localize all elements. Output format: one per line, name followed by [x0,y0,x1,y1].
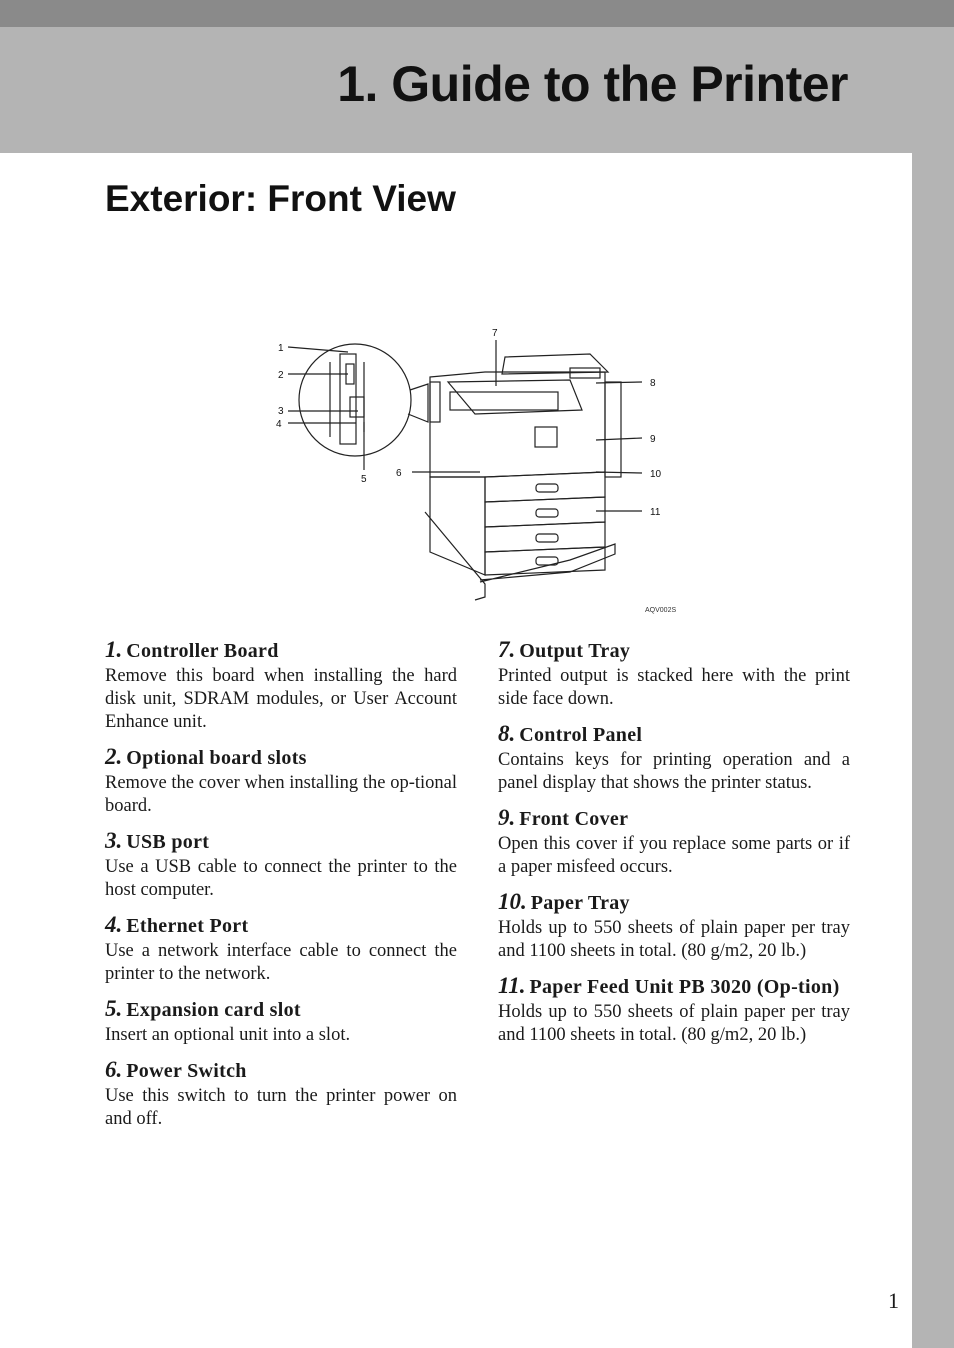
callout-7: 7 [492,328,498,339]
list-item [498,890,850,963]
callout-8: 8 [650,378,656,389]
item-number: 5. [105,996,123,1021]
item-number: 1. [105,637,123,662]
item-number: 9. [498,805,516,830]
callout-4: 4 [276,419,282,430]
item-description: Remove this board when installing the hard disk unit, SDRAM modules, or User Account Enhance unit. [105,666,457,732]
item-description: Holds up to 550 sheets of plain paper per tray and 1100 sheets in total. (80 g/m2, 20 lb.) [498,1002,850,1045]
item-number: 3. [105,828,123,853]
item-label: Power Switch [126,1060,247,1082]
item-description: Holds up to 550 sheets of plain paper per tray and 1100 sheets in total. (80 g/m2, 20 lb.) [498,918,850,961]
item-list-right [498,638,850,1058]
item-description: Printed output is stacked here with the print side face down. [498,666,850,709]
list-item [105,913,457,986]
list-item [105,638,457,734]
callout-2: 2 [278,370,284,381]
printer-front-view-illustration [270,322,680,618]
item-label: Front Cover [519,808,629,830]
callout-10: 10 [650,469,662,480]
item-list-left [105,638,457,1142]
section-title: Exterior: Front View [105,178,456,219]
item-label: USB port [126,831,210,853]
item-number: 11. [498,973,526,998]
item-description: Contains keys for printing operation and a panel display that shows the printer status. [498,750,850,793]
item-label: Expansion card slot [126,999,301,1021]
side-tab [912,153,954,1348]
list-item [498,974,850,1047]
page-number: 1 [888,1288,899,1313]
list-item [498,722,850,795]
item-number: 6. [105,1057,123,1082]
printer-illustration-svg [270,322,680,618]
callout-1: 1 [278,343,284,354]
callout-6: 6 [396,468,402,479]
item-number: 2. [105,744,123,769]
item-description: Remove the cover when installing the op-tional board. [105,773,457,816]
detail-inset-circle [299,344,411,456]
list-item [498,806,850,879]
callout-5: 5 [361,474,367,485]
item-label: Output Tray [519,640,631,662]
chapter-title: 1. Guide to the Printer [337,56,848,112]
callout-3: 3 [278,406,284,417]
list-item [498,638,850,711]
figure-code: AQV002S [645,607,677,614]
item-description: Use a USB cable to connect the printer to the host computer. [105,857,457,900]
list-item [105,829,457,902]
item-description: Open this cover if you replace some parts or if a paper misfeed occurs. [498,834,850,877]
item-number: 4. [105,912,123,937]
list-item [105,745,457,818]
item-number: 7. [498,637,516,662]
item-label: Optional board slots [126,747,307,769]
item-number: 10. [498,889,527,914]
item-description: Use this switch to turn the printer power on and off. [105,1086,457,1129]
callout-9: 9 [650,434,656,445]
item-label: Ethernet Port [126,915,249,937]
item-label: Paper Tray [530,892,630,914]
top-band [0,0,954,27]
callout-11: 11 [650,507,661,518]
item-description: Use a network interface cable to connect the printer to the network. [105,941,457,984]
list-item [105,1058,457,1131]
item-label: Controller Board [126,640,279,662]
item-description: Insert an optional unit into a slot. [105,1025,351,1045]
item-label: Control Panel [519,724,643,746]
list-item [105,997,457,1047]
item-number: 8. [498,721,516,746]
item-label: Paper Feed Unit PB 3020 (Op-tion) [529,976,840,998]
chapter-header [0,27,954,153]
